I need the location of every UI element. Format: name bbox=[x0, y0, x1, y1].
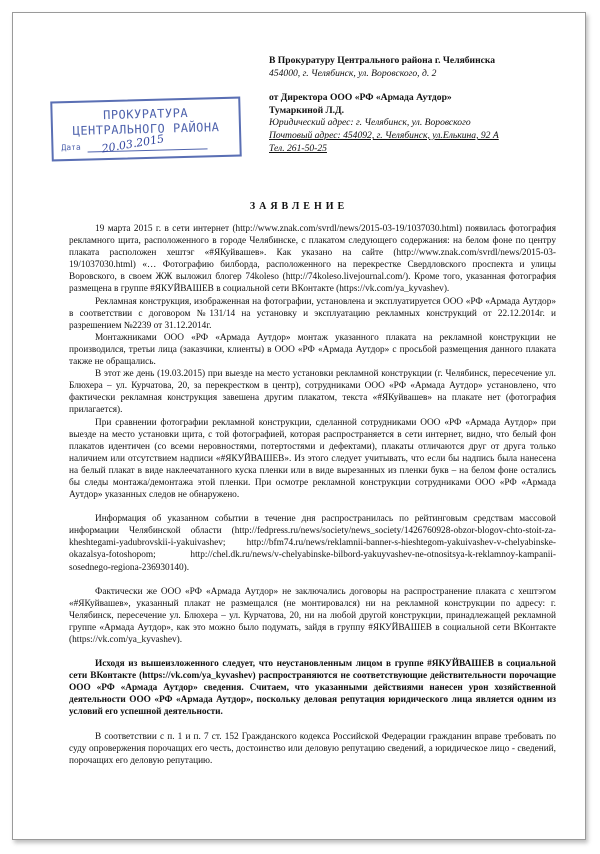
phone: Тел. 261-50-25 bbox=[269, 142, 327, 154]
stamp-handwritten-date: 20.03.2015 bbox=[100, 132, 166, 156]
stamp-line-1: ПРОКУРАТУРА bbox=[102, 105, 189, 123]
postal-address: Почтовый адрес: 454092, г. Челябинск, ул.Елькина, 92 А bbox=[269, 129, 499, 141]
paragraph-9: В соответствии с п. 1 и п. 7 ст. 152 Гражданского кодекса Российской Федерации гражданин вправе требовать по суду опровержения порочащих его честь, достоинство или деловую репутацию сведений, а юридическое лицо - сведений, порочащих его деловую репутацию. bbox=[69, 731, 556, 766]
document-title: ЗАЯВЛЕНИЕ bbox=[249, 201, 349, 212]
sender: от Директора ООО «РФ «Армада Аутдор» bbox=[269, 92, 452, 104]
address-block bbox=[269, 55, 574, 155]
paragraph-3: Монтажниками ООО «РФ «Армада Аутдор» монтаж указанного плаката на рекламной конструкции не производился, третьи лица (заказчики, клиенты) в ООО «РФ «Армада Аутдор» с просьбой размещения данного плаката также не обращались. bbox=[69, 332, 556, 368]
legal-address: Юридический адрес: г. Челябинск, ул. Воровского bbox=[269, 117, 471, 129]
paragraph-7: Фактически же ООО «РФ «Армада Аутдор» не заключались договоры на распространение плаката с хештэгом «#ЯКуйвашев», указанный плакат не размещался (не монтировался) ни на рекламной конструкции по адресу: г. Челябинск, пересечение ул. Блюхера – ул. Курчатова, 20, ни на любой другой конструкции, принадлежащей рекламной группе «Армада Аутдор», как это можно было подумать, зайдя в группу #ЯКУЙВАШЕВ в социальной сети ВКонтакте (https://vk.com/ya_kyvashev). bbox=[69, 586, 556, 645]
recipient: В Прокуратуру Центрального района г. Челябинска bbox=[269, 55, 496, 66]
stamp-line-2: ЦЕНТРАЛЬНОГО РАЙОНА bbox=[72, 120, 220, 138]
paragraph-4: В этот же день (19.03.2015) при выезде на место установки рекламной конструкции (г. Челябинск, пересечение ул. Блюхера – ул. Курчатова, 20, за перекрестком в центр), сотрудниками ООО «РФ «Армада Аутдор» установлено, что фактически рекламная конструкция завешена другим плакатом, текста «#ЯКуйвашев» на плакате нет (фотография прилагается). bbox=[69, 369, 556, 416]
document-body bbox=[69, 223, 556, 767]
sender-name: Тумаркиной Л.Д. bbox=[269, 104, 345, 116]
recipient-address: 454000, г. Челябинск, ул. Воровского, д. 2 bbox=[269, 67, 437, 79]
document-page bbox=[12, 12, 586, 840]
paragraph-6: Информация об указанном событии в течение дня распространилась по рейтинговым средствам массовой информации Челябинской области (http://fedpress.ru/news/society/news_society/1426760928-obzor-blogov-chto-stoit-za-kheshtegami-yadubrovskii-i-yakuivashev; http://bfm74.ru/news/reklamnii-banner-s-hieshtegom-yakuivashev-v-chelyabinske-okazalsya-fotoshopom; http://chel.dk.ru/news/v-chelyabinske-bilbord-yakuyvashev-ne-otnositsya-k-reklamnoy-kampanii-sosednego-regiona-236930140). bbox=[69, 514, 556, 573]
paragraph-8: Исходя из вышеизложенного следует, что неустановленным лицом в группе #ЯКУЙВАШЕВ в социальной сети ВКонтакте (https://vk.com/ya_kyvashev) распространяются не соответствующие действительности порочащие ООО «РФ «Армада Аутдор» сведения. Считаем, что указанными действиями нанесен урон хозяйственной деятельности ООО «РФ «Армада Аутдор», поскольку деловая репутация юридического лица является одним из условий его успешной деятельности. bbox=[69, 659, 556, 718]
paragraph-1: 19 марта 2015 г. в сети интернет (http://www.znak.com/svrdl/news/2015-03-19/1037030.html) появилась фотография рекламного щита, расположенного в городе Челябинске, с плакатом следующего содержания: на белом фоне по центру плаката расположен хештэг «#ЯКуйвашев». Как указано на сайте (http://www.znak.com/svrdl/news/2015-03-19/1037030.html) «… Фотографию билборда, расположенного на перекрестке Свердловского проспекта и улицы Воровского, в своем ЖЖ выложил блогер 74koleso (http://74koleso.livejournal.com/). Кроме того, указанная фотография размещена в группе #ЯКУЙВАШЕВ в социальной сети ВКонтакте (https://vk.com/ya_kyvashev). bbox=[69, 224, 556, 295]
paragraph-2: Рекламная конструкция, изображенная на фотографии, установлена и эксплуатируется ООО «РФ «Армада Аутдор» в соответствии с договором №131/14 на установку и эксплуатацию рекламных конструкций от 22.12.2014г. и разрешением №2239 от 31.12.2014г. bbox=[69, 296, 556, 331]
registration-stamp bbox=[50, 97, 242, 162]
stamp-date-label: Дата bbox=[61, 142, 81, 153]
paragraph-5: При сравнении фотографии рекламной конструкции, сделанной сотрудниками ООО «РФ «Армада Аутдор» при выезде на место установки щита, с той фотографией, которая распространяется в сети интернет, видно, что белый фон плакатов идентичен (со всеми неровностями, потертостями и дефектами), плакаты отличаются друг от друга только наличием или отсутствием надписи «#ЯКУЙВАШЕВ». Из этого следует учитывать, что если бы надпись была нанесена на белый плакат в виде наклеечатанного куска пленки или в виде вырезанных из пленки букв – на белом фоне остались бы следы монтажа/демонтажа этой пленки. При осмотре рекламной конструкции сотрудниками ООО «РФ «Армада Аутдор» указанных следов не обнаружено. bbox=[69, 417, 556, 501]
